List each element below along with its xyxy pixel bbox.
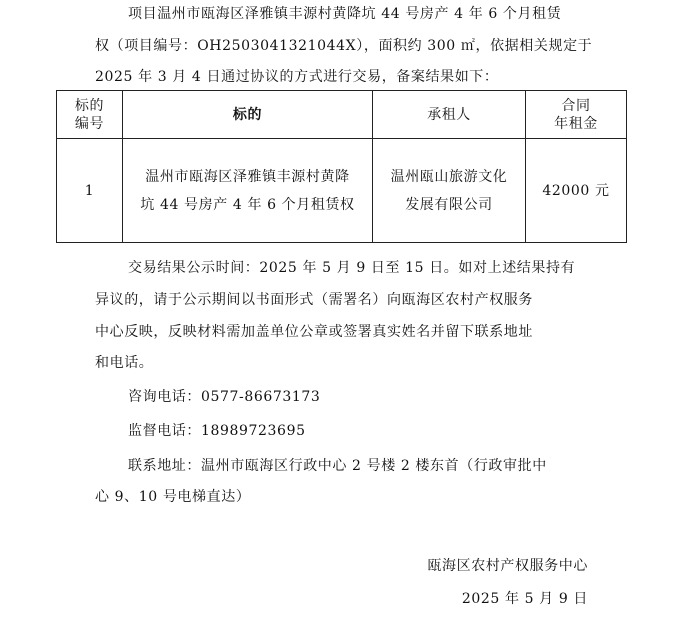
header-annual-rent xyxy=(526,91,627,139)
signature-org: 瓯海区农村产权服务中心 xyxy=(427,558,588,574)
header-rent-line1: 合同 xyxy=(561,97,591,114)
result-table xyxy=(56,90,627,243)
notice-line-4: 和电话。 xyxy=(95,355,154,371)
notice-line-1: 交易结果公示时间：2025 年 5 月 9 日至 15 日。如对上述结果持有 xyxy=(128,260,576,276)
consult-phone: 咨询电话：0577-86673173 xyxy=(128,389,321,405)
address-line-1: 联系地址：温州市瓯海区行政中心 2 号楼 2 楼东首（行政审批中 xyxy=(128,458,547,474)
cell-subject-line1: 温州市瓯海区泽雅镇丰源村黄降 xyxy=(145,168,350,185)
cell-lessee-line1: 温州瓯山旅游文化 xyxy=(390,168,508,185)
supervise-phone: 监督电话：18989723695 xyxy=(128,423,306,439)
header-lessee: 承租人 xyxy=(373,91,526,139)
header-subject: 标的 xyxy=(123,91,373,139)
address-line-2: 心 9、10 号电梯直达） xyxy=(95,489,251,505)
intro-line-3: 2025 年 3 月 4 日通过协议的方式进行交易，备案结果如下： xyxy=(95,69,499,85)
cell-lessee xyxy=(373,139,526,243)
notice-line-3: 中心反映，反映材料需加盖单位公章或签署真实姓名并留下联系地址 xyxy=(95,324,533,340)
table-row xyxy=(57,139,627,243)
table-header-row xyxy=(57,91,627,139)
header-subject-no-line1: 标的 xyxy=(74,97,105,114)
header-rent-line2: 年租金 xyxy=(554,115,598,132)
cell-subject xyxy=(123,139,373,243)
notice-line-2: 异议的，请于公示期间以书面形式（需署名）向瓯海区农村产权服务 xyxy=(95,292,533,308)
cell-lessee-line2: 发展有限公司 xyxy=(405,196,493,213)
intro-line-1: 项目温州市瓯海区泽雅镇丰源村黄降坑 44 号房产 4 年 6 个月租赁 xyxy=(128,6,562,22)
header-subject-no-line2: 编号 xyxy=(74,115,105,132)
header-subject-no xyxy=(57,91,123,139)
cell-subject-line2: 坑 44 号房产 4 年 6 个月租赁权 xyxy=(140,196,355,213)
signature-date: 2025 年 5 月 9 日 xyxy=(461,591,588,607)
intro-line-2: 权（项目编号：OH2503041321044X），面积约 300 ㎡，依据相关规定于 xyxy=(95,38,593,54)
cell-subject-no: 1 xyxy=(57,139,123,243)
cell-annual-rent: 42000 元 xyxy=(526,139,627,243)
